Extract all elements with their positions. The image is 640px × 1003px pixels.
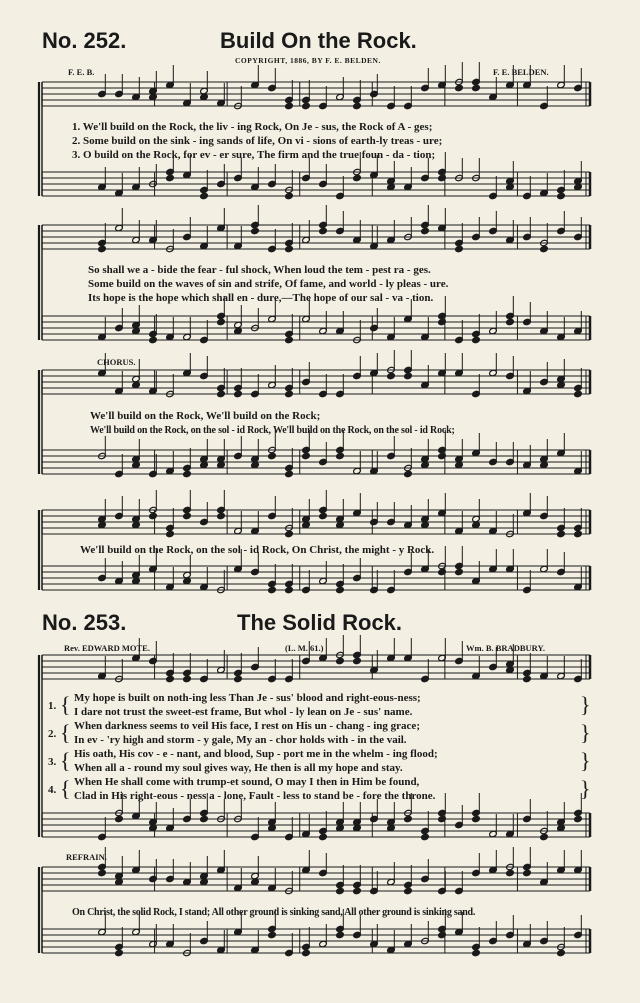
- brace-left: {: [60, 720, 71, 745]
- verse-line-a: When He shall come with trump-et sound, O may I then in Him be found,: [74, 776, 420, 788]
- verse-line-b: I dare not trust the sweet-est frame, But whol - ly lean on Je - sus' name.: [74, 706, 413, 718]
- verse-3: [48, 748, 608, 776]
- hymn-253-number: No. 253.: [42, 610, 127, 635]
- hymn-252-verse-2-line-2: Some build on the waves of sin and strife, Of fame, and world - ly pleas - ure.: [88, 278, 449, 290]
- verse-number: 2.: [48, 728, 57, 740]
- verse-number: 1.: [48, 700, 57, 712]
- brace-right: }: [580, 720, 591, 745]
- hymn-252-verse-1-line: 1. We'll build on the Rock, the liv - ing Rock, On Je - sus, the Rock of A - ges;: [72, 121, 433, 133]
- hymn-253-music-by: Wm. B. BRADBURY.: [466, 643, 545, 653]
- hymn-252-copyright: COPYRIGHT, 1886, BY F. E. BELDEN.: [235, 56, 381, 65]
- chorus-line-2: We'll build on the Rock, on the sol - id Rock, We'll build on the Rock, on the sol - id Rock;: [90, 425, 455, 436]
- hymn-252-verse-1-line-2: So shall we a - bide the fear - ful shock, When loud the tem - pest ra - ges.: [88, 264, 431, 276]
- hymn-252-verse-2-line: 2. Some build on the sink - ing sands of life, On vi - sions of earth-ly treas - ure;: [72, 135, 443, 147]
- verse-line-b: Clad in His right-eous - ness a - lone, Fault - less to stand be - fore the throne.: [74, 790, 436, 802]
- brace-left: {: [60, 748, 71, 773]
- hymn-252-words-by: F. E. B.: [68, 67, 95, 77]
- verse-2: [48, 720, 608, 748]
- refrain-line: On Christ, the solid Rock, I stand; All other ground is sinking sand, All other ground is sinking sand.: [72, 907, 476, 918]
- chorus-line-1: We'll build on the Rock, We'll build on the Rock;: [90, 410, 321, 422]
- brace-right: }: [580, 692, 591, 717]
- hymn-253-words-by: Rev. EDWARD MOTE.: [64, 643, 150, 653]
- hymn-252-verse-3-line-2: Its hope is the hope which shall en - dure,—The hope of our sal - va - tion.: [88, 292, 434, 304]
- hymn-252-number: No. 252.: [42, 28, 127, 53]
- hymn-252-title: Build On the Rock.: [220, 28, 417, 53]
- hymn-253-verses: [48, 692, 608, 804]
- verse-4: [48, 776, 608, 804]
- verse-number: 4.: [48, 784, 57, 796]
- refrain-label: REFRAIN.: [66, 852, 107, 862]
- brace-right: }: [580, 776, 591, 801]
- verse-line-b: In ev - 'ry high and storm - y gale, My an - chor holds with - in the vail.: [74, 734, 407, 746]
- hymn-252-verse-3-line: 3. O build on the Rock, for ev - er sure, The firm and the true foun - da - tion;: [72, 149, 436, 161]
- brace-right: }: [580, 748, 591, 773]
- verse-line-a: When darkness seems to veil His face, I rest on His un - chang - ing grace;: [74, 720, 420, 732]
- brace-left: {: [60, 776, 71, 801]
- brace-left: {: [60, 692, 71, 717]
- verse-1: [48, 692, 608, 720]
- verse-number: 3.: [48, 756, 57, 768]
- verse-line-a: My hope is built on noth-ing less Than Je - sus' blood and right-eous-ness;: [74, 692, 421, 704]
- chorus-label: CHORUS.: [97, 357, 136, 367]
- verse-line-a: His oath, His cov - e - nant, and blood, Sup - port me in the whelm - ing flood;: [74, 748, 438, 760]
- hymn-252-music-by: F. E. BELDEN.: [493, 67, 549, 77]
- final-line: We'll build on the Rock, on the sol - id Rock, On Christ, the might - y Rock.: [80, 544, 435, 556]
- verse-line-b: When all a - round my soul gives way, He then is all my hope and stay.: [74, 762, 403, 774]
- hymn-253-meter: (L. M. 61.): [285, 643, 324, 653]
- hymn-253-title: The Solid Rock.: [237, 610, 403, 635]
